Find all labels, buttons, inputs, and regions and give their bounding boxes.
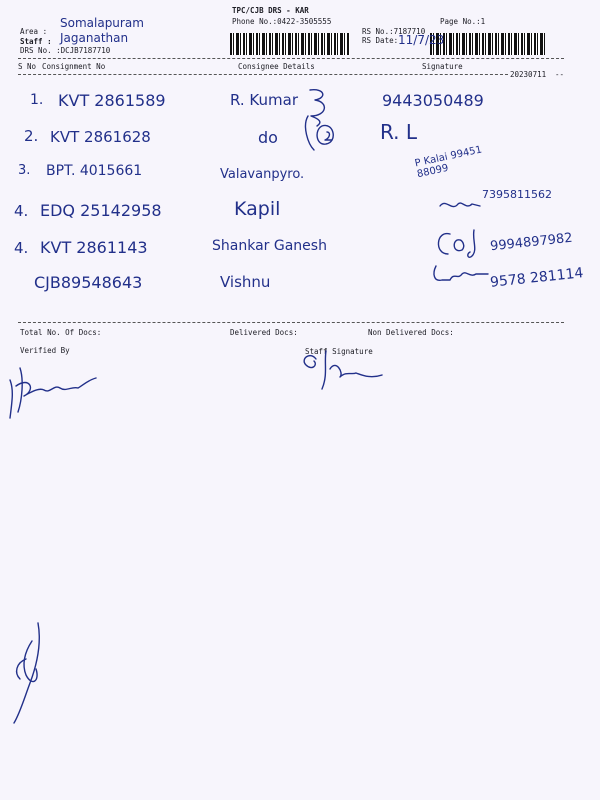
area-value: Somalapuram	[60, 16, 144, 30]
row-4-signature: 7395811562	[482, 188, 552, 201]
rs-no-value: 7187710	[393, 27, 426, 36]
row-1-signature: 9443050489	[382, 91, 484, 110]
area-label: Area :	[20, 27, 48, 36]
row-4-consignment: EDQ 25142958	[40, 201, 162, 220]
rs-date-value: 11/7/23	[398, 33, 445, 47]
col-sno: S No	[18, 62, 37, 71]
footer-divider	[18, 322, 564, 323]
row-5-signature: 9994897982	[489, 230, 574, 255]
row-1-consignee: R. Kumar	[230, 91, 298, 109]
delivered-docs-label: Delivered Docs:	[230, 328, 298, 337]
page-value: 1	[480, 17, 486, 26]
row-2-signature-scribble	[300, 112, 345, 152]
non-delivered-docs-label: Non Delivered Docs:	[368, 328, 454, 337]
row-1-consignment: KVT 2861589	[58, 91, 166, 110]
row-4-consignee: Kapil	[234, 198, 281, 220]
col-signature: Signature	[422, 62, 463, 71]
total-docs-label: Total No. Of Docs:	[20, 328, 102, 337]
phone-value: 0422-3505555	[277, 17, 332, 26]
row-6-signature-scribble	[430, 262, 490, 284]
phone-label: Phone No.:	[232, 17, 278, 26]
drs-label: DRS No. :	[20, 46, 61, 55]
staff-label: Staff :	[20, 37, 52, 46]
row-3-signature: P Kalai 99451 88099	[413, 144, 484, 181]
row-2-consignee: do	[258, 128, 278, 147]
row-2-consignment: KVT 2861628	[50, 128, 151, 146]
rs-no-label: RS No.:	[362, 27, 394, 36]
row-5-signature-scribble	[432, 226, 492, 260]
staff-signature-mark	[296, 345, 391, 395]
document-title: TPC/CJB DRS - KAR	[232, 6, 309, 15]
barcode-left	[230, 33, 350, 55]
row-4-signature-scribble	[438, 196, 483, 216]
row-3-consignee: Valavanpyro.	[220, 167, 305, 182]
row-6-consignment: CJB89548643	[34, 273, 143, 292]
staff-value: Jaganathan	[60, 31, 129, 45]
col-consignee: Consignee Details	[238, 62, 315, 71]
verified-by-label: Verified By	[20, 346, 70, 355]
page-label: Page No.:	[440, 17, 481, 26]
drs-line	[20, 46, 110, 55]
drs-value: DCJB7187710	[60, 46, 111, 55]
staff-signature-label: Staff Signature	[305, 347, 373, 356]
page-number	[440, 17, 485, 26]
row-6-signature: 9578 281114	[489, 265, 585, 291]
col-consignment: Consignment No	[42, 62, 106, 71]
row-1-sno: 1.	[30, 92, 44, 108]
row-5-consignee: Shankar Ganesh	[212, 238, 327, 254]
margin-signature-mark	[6, 615, 48, 730]
header-divider-top	[18, 58, 564, 59]
barcode-right	[430, 33, 545, 55]
row-3-consignment: BPT. 4015661	[46, 163, 143, 179]
phone-line	[232, 17, 331, 26]
rs-date-label: RS Date:	[362, 36, 399, 45]
row-5-sno: 4.	[14, 239, 29, 257]
row-6-consignee: Vishnu	[220, 273, 271, 291]
date-stamp: 20230711	[510, 70, 547, 79]
row-3-sno: 3.	[18, 163, 31, 178]
verified-by-signature	[6, 360, 106, 430]
row-4-sno: 4.	[14, 202, 29, 220]
date-stamp-tail: --	[555, 70, 565, 79]
row-2-sno: 2.	[24, 127, 39, 145]
header-divider-bottom	[18, 74, 508, 75]
row-2-signature: R. L	[380, 120, 418, 144]
row-5-consignment: KVT 2861143	[40, 238, 148, 257]
